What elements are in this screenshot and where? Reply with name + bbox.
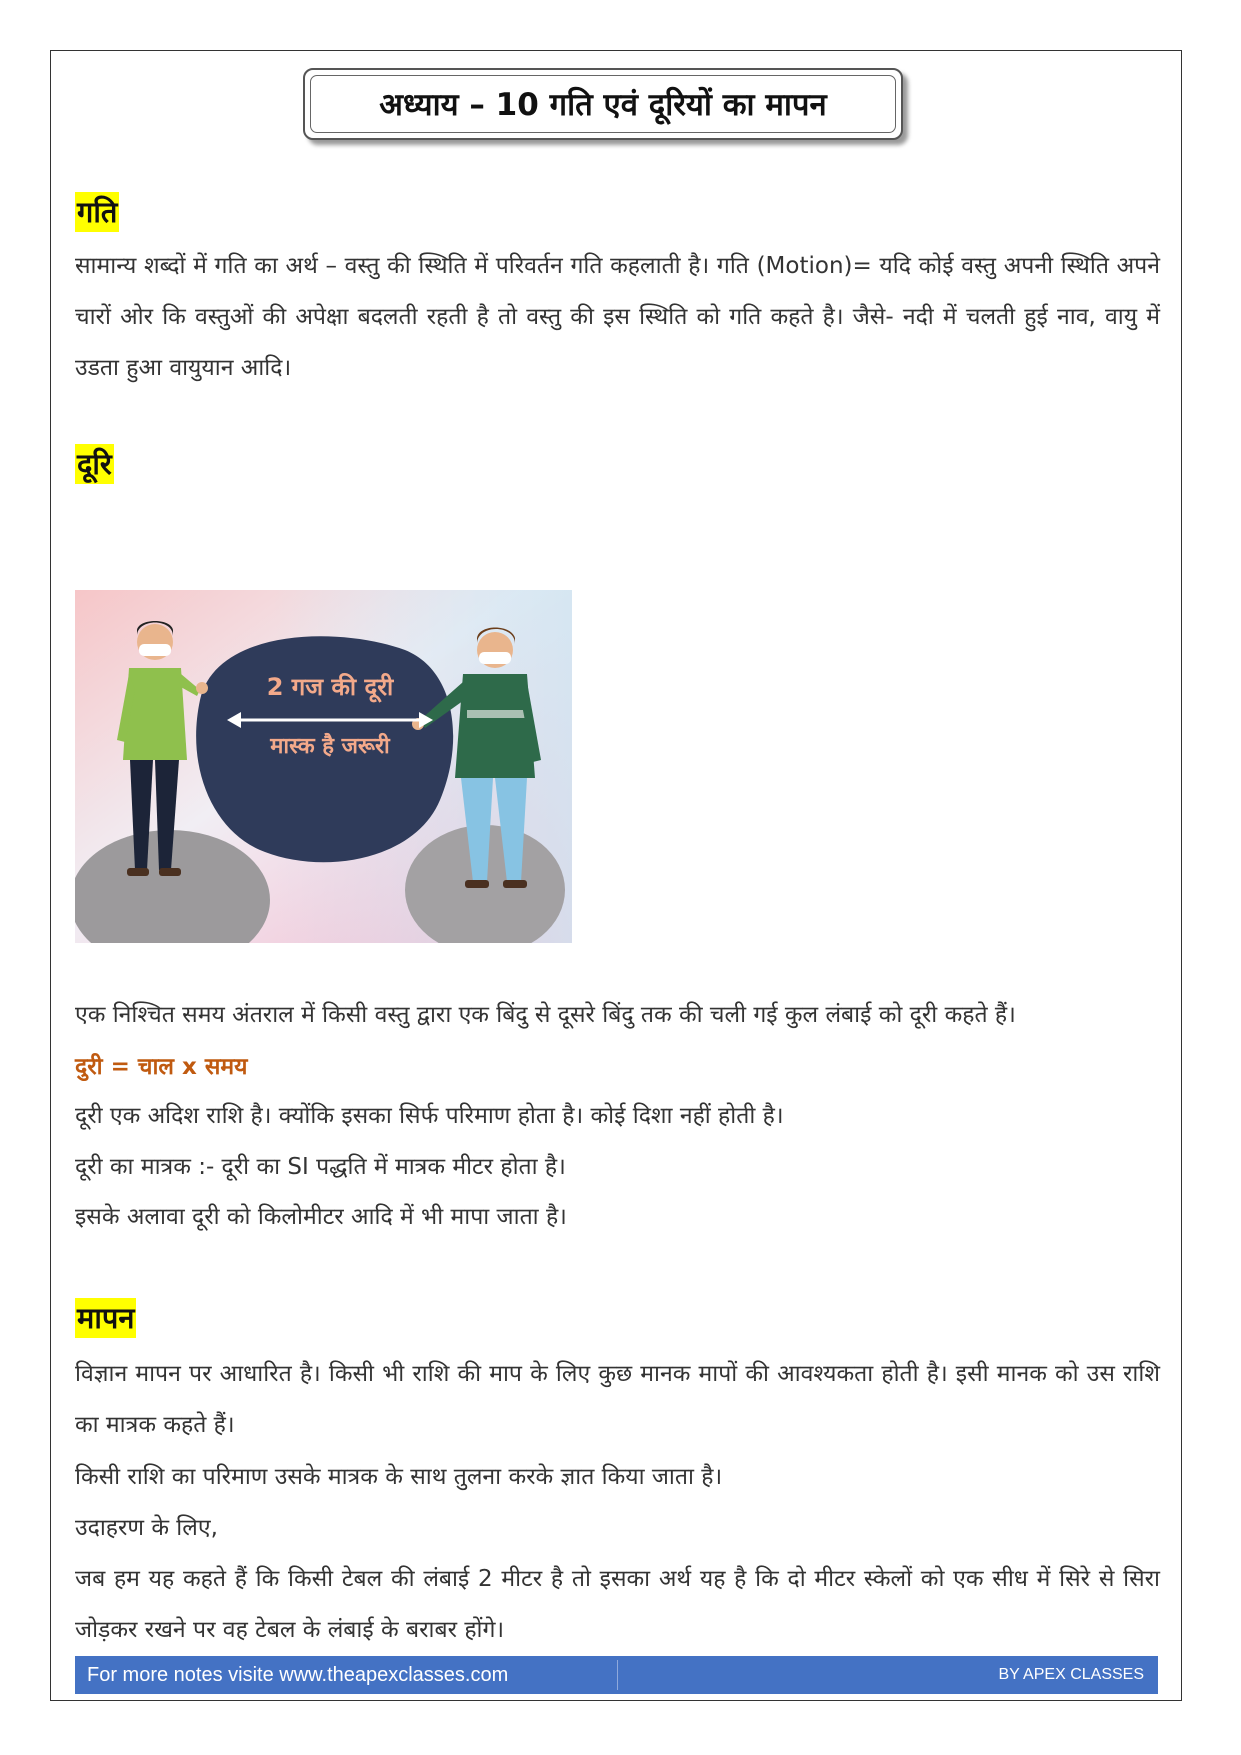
distance-definition: एक निश्चित समय अंतराल में किसी वस्तु द्वारा एक बिंदु से दूसरे बिंदु तक की चली गई कुल लंबाई को दूरी कहते हैं। [75,1002,1016,1028]
heading-distance: दूरि [75,444,114,484]
heading-measurement: मापन [75,1298,136,1338]
measurement-line-1: किसी राशि का परिमाण उसके मात्रक के साथ तुलना करके ज्ञात किया जाता है। [75,1464,723,1490]
footer-bar [75,1656,1158,1694]
measurement-paragraph-2: जब हम यह कहते हैं कि किसी टेबल की लंबाई 2 मीटर है तो इसका अर्थ यह है कि दो मीटर स्केलों को एक सीध में सिरे से सिरा जोड़कर रखने पर वह टेबल के लंबाई के बराबर होंगे। [75,1566,1160,1643]
social-distancing-illustration [75,590,572,943]
distance-line-2: दूरी का मात्रक :- दूरी का SI पद्धति में मात्रक मीटर होता है। [75,1154,566,1180]
image-text-line2: मास्क है जरूरी [270,734,390,759]
footer-divider [617,1660,618,1690]
distance-formula: दुरी = चाल x समय [75,1054,248,1080]
chapter-title-box [303,68,903,140]
motion-paragraph: सामान्य शब्दों में गति का अर्थ – वस्तु की स्थिति में परिवर्तन गति कहलाती है। गति (Motion)= यदि कोई वस्तु अपनी स्थिति अपने चारों ओर कि वस्तुओं की अपेक्षा बदलती रहती है तो वस्तु की इस स्थिति को गति कहते है। जैसे- नदी में चलती हुई नाव, वायु में उडता हुआ वायुयान आदि। [75,253,1160,381]
image-text-line1: 2 गज की दूरी [266,673,394,701]
footer-brand-text: BY APEX CLASSES [998,1666,1144,1683]
footer-website-text: For more notes visite www.theapexclasses.com [87,1664,509,1686]
measurement-paragraph-1: विज्ञान मापन पर आधारित है। किसी भी राशि की माप के लिए कुछ मानक मापों की आवश्यकता होती है। इसी मानक को उस राशि का मात्रक कहते हैं। [75,1361,1160,1438]
chapter-title: अध्याय – 10 गति एवं दूरियों का मापन [379,87,827,123]
heading-motion: गति [75,192,119,232]
distance-line-1: दूरी एक अदिश राशि है। क्योंकि इसका सिर्फ परिमाण होता है। कोई दिशा नहीं होती है। [75,1103,784,1129]
distance-line-3: इसके अलावा दूरी को किलोमीटर आदि में भी मापा जाता है। [75,1204,567,1230]
measurement-line-2: उदाहरण के लिए, [75,1515,218,1541]
